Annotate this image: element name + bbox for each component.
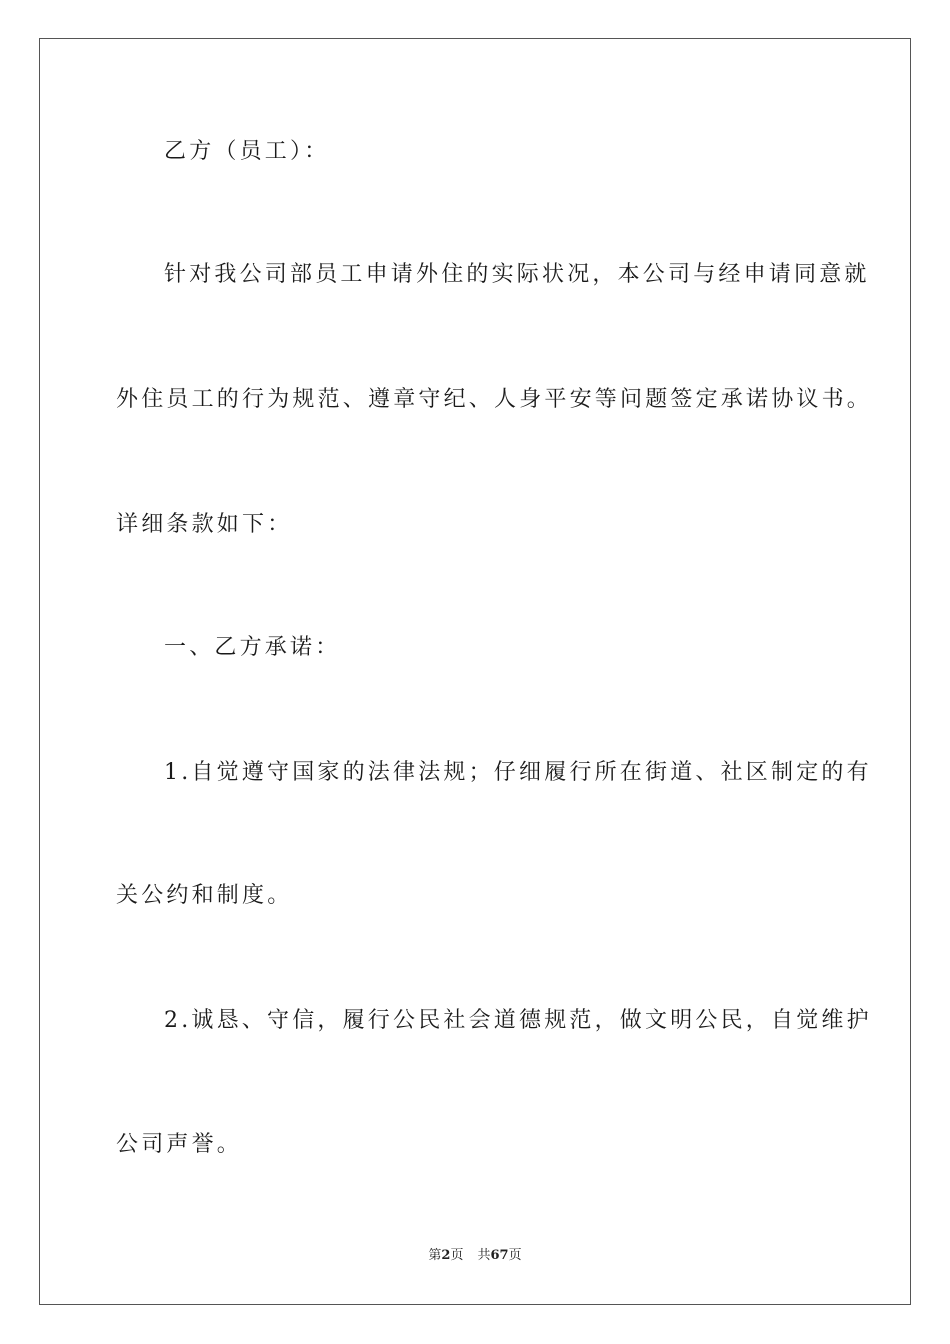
page-suffix: 页 <box>450 1248 464 1263</box>
page-number: 2 <box>441 1248 451 1263</box>
total-suffix: 页 <box>508 1248 522 1263</box>
paragraph-intro-line-2: 外住员工的行为规范、遵章守纪、人身平安等问题签定承诺协议书。 <box>116 387 873 412</box>
terms-intro: 详细条款如下： <box>116 512 293 537</box>
page-footer <box>0 1247 950 1265</box>
clause-1-line-2: 关公约和制度。 <box>116 883 293 908</box>
total-prefix: 共 <box>477 1248 491 1263</box>
clause-2-line-1: 2.诚恳、守信，履行公民社会道德规范，做文明公民，自觉维护 <box>164 1008 872 1033</box>
section-heading-party-b-promise: 一、乙方承诺： <box>164 635 341 660</box>
paragraph-intro-line-1: 针对我公司部员工申请外住的实际状况，本公司与经申请同意就 <box>164 262 870 287</box>
total-pages: 67 <box>490 1248 509 1263</box>
clause-1-line-1: 1.自觉遵守国家的法律法规；仔细履行所在街道、社区制定的有 <box>164 760 872 785</box>
clause-2-line-2: 公司声誉。 <box>116 1132 243 1157</box>
party-b-heading: 乙方（员工）： <box>164 139 330 164</box>
page-prefix: 第 <box>428 1248 442 1263</box>
page-frame <box>39 38 911 1305</box>
